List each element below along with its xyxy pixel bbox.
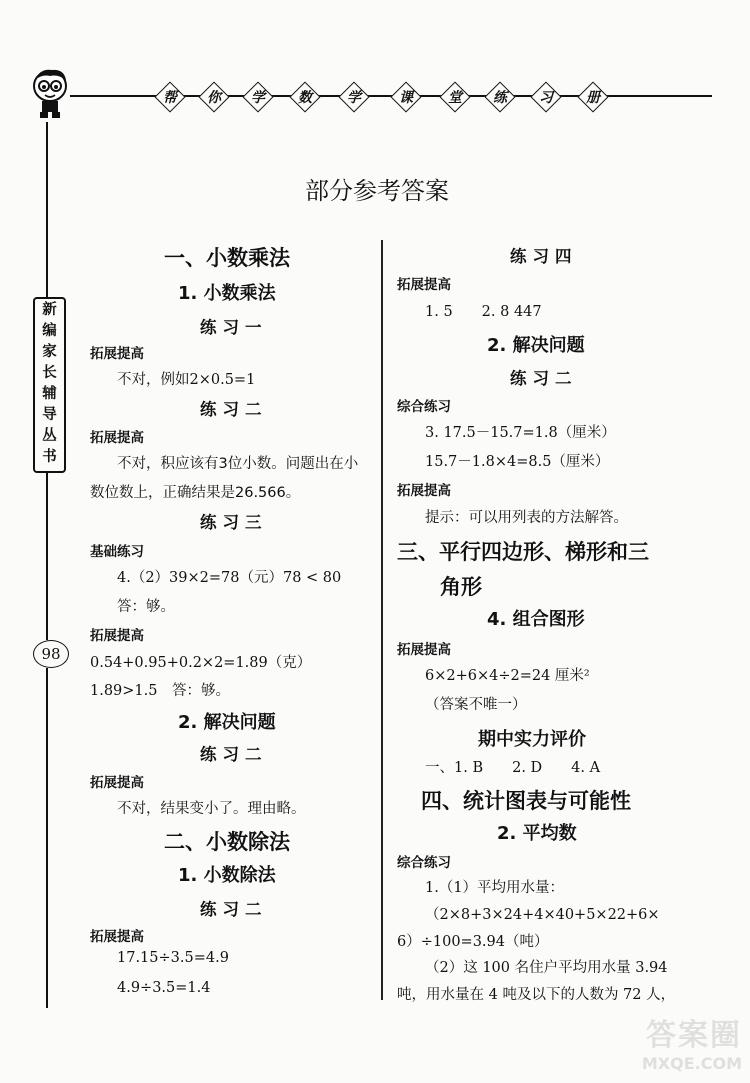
book-series-char: 编 [42,323,57,339]
book-series-char: 家 [42,344,57,360]
page-number: 98 [33,640,69,668]
answer-line: 3. 17.5－15.7=1.8（厘米） [425,425,616,441]
book-series-char: 新 [42,302,57,318]
chapter-title: 四、统计图表与可能性 [421,789,631,813]
series-char: 数 [290,82,320,112]
answer-line: 15.7－1.8×4=8.5（厘米） [425,454,610,470]
section-label: 拓展提高 [90,346,144,362]
chapter-title: 一、小数乘法 [164,246,290,270]
watermark-url: MXQE.COM [641,1054,742,1073]
series-char: 学 [243,82,273,112]
answer-line: （2）这 100 名住户平均用水量 3.94 [425,960,668,976]
section-title: 4. 组合图形 [487,609,585,630]
answer-line: 一、1. B 2. D 4. A [425,760,601,776]
sidebar-rule [46,469,48,640]
series-char: 课 [391,82,421,112]
chapter-title: 角形 [440,575,482,599]
book-series-char: 书 [42,449,57,465]
section-title: 1. 小数乘法 [178,283,276,304]
chapter-title: 三、平行四边形、梯形和三 [397,540,649,564]
series-char: 堂 [440,82,470,112]
answer-line: 数位数上，正确结果是26.566。 [90,485,301,501]
exercise-title: 练习三 [200,513,268,532]
section-title: 期中实力评价 [478,729,586,750]
answer-line: 1. 5 2. 8 447 [425,304,542,320]
answer-line: 0.54+0.95+0.2×2=1.89（克） [90,655,312,671]
series-char: 你 [199,82,229,112]
section-label: 拓展提高 [90,430,144,446]
series-char: 帮 [155,82,185,112]
exercise-title: 练习一 [200,318,268,337]
mascot-icon [28,66,74,122]
watermark-logo [602,1010,742,1076]
series-char: 学 [339,82,369,112]
exercise-title: 练习二 [200,745,268,764]
chapter-title: 二、小数除法 [164,830,290,854]
exercise-title: 练习四 [510,247,578,266]
series-char: 习 [531,82,561,112]
answer-line: 6）÷100=3.94（吨） [397,934,549,950]
sidebar-rule [46,122,48,297]
book-series-char: 丛 [42,428,57,444]
answer-line: 17.15÷3.5=4.9 [117,950,229,966]
section-label: 拓展提高 [90,628,144,644]
answer-line: 不对，积应该有3位小数。问题出在小 [117,456,359,472]
section-title: 2. 解决问题 [178,712,276,733]
section-label: 综合练习 [397,399,451,415]
column-divider [381,240,383,1000]
answer-line: 1.89>1.5 答：够。 [90,683,230,699]
book-series-char: 长 [42,365,57,381]
book-series-char: 辅 [42,386,57,402]
book-series-box [33,297,66,473]
book-series-char: 导 [42,407,57,423]
answer-line: 不对，结果变小了。理由略。 [117,801,306,817]
section-label: 拓展提高 [90,929,144,945]
answer-line: 答：够。 [117,599,175,615]
section-title: 1. 小数除法 [178,865,276,886]
exercise-title: 练习二 [200,900,268,919]
watermark-text: 答案圈 [646,1018,742,1053]
section-label: 拓展提高 [90,775,144,791]
page-title: 部分参考答案 [305,177,449,205]
answer-line: （答案不唯一） [425,697,527,713]
answer-line: 6×2+6×4÷2=24 厘米² [425,668,590,684]
exercise-title: 练习二 [510,369,578,388]
exercise-title: 练习二 [200,400,268,419]
section-label: 拓展提高 [397,642,451,658]
answer-line: 提示：可以用列表的方法解答。 [425,510,628,526]
section-title: 2. 平均数 [497,823,577,844]
section-label: 综合练习 [397,855,451,871]
section-label: 基础练习 [90,544,144,560]
section-label: 拓展提高 [397,483,451,499]
series-char: 练 [485,82,515,112]
answer-line: （2×8+3×24+4×40+5×22+6× [425,907,660,923]
series-char: 册 [578,82,608,112]
sidebar-rule [46,668,48,1008]
answer-line: 1.（1）平均用水量： [425,880,565,896]
section-title: 2. 解决问题 [487,335,585,356]
answer-line: 4.（2）39×2=78（元）78 < 80 [117,570,342,586]
answer-line: 吨，用水量在 4 吨及以下的人数为 72 人， [397,987,676,1003]
section-label: 拓展提高 [397,277,451,293]
answer-line: 4.9÷3.5=1.4 [117,980,211,996]
answer-line: 不对，例如2×0.5=1 [117,372,256,388]
